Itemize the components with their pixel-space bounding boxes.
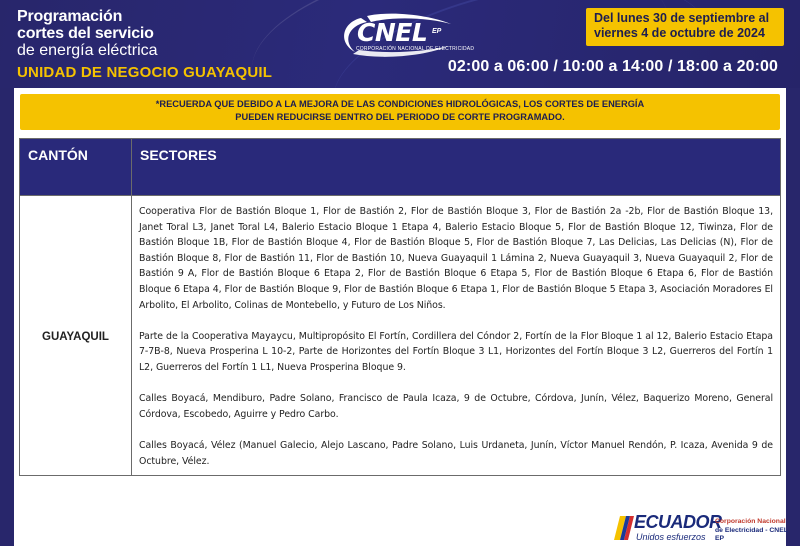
- business-unit-name: UNIDAD DE NEGOCIO GUAYAQUIL: [17, 64, 273, 81]
- column-header-sectores: SECTORES: [140, 147, 217, 163]
- column-header-canton: CANTÓN: [28, 147, 88, 163]
- ecuador-tagline: Unidos esfuerzos: [636, 532, 706, 542]
- sectors-cell: [139, 204, 773, 469]
- ecuador-wordmark: ECUADOR: [634, 512, 722, 532]
- sector-paragraph: Calles Boyacá, Vélez (Manuel Galecio, Alejo Lascano, Padre Solano, Luis Urdaneta, Junín, Víctor Manuel Rendón, P. Icaza, Avenida 9 de Octubre, Vélez.: [139, 439, 773, 467]
- corp-line: Corporación Nacional: [715, 518, 786, 525]
- table-header: [20, 139, 780, 195]
- corporation-name: [715, 518, 790, 544]
- corp-line: de Electricidad - CNEL EP: [715, 526, 788, 542]
- title-line: de energía eléctrica: [17, 42, 158, 59]
- row-divider: [20, 195, 780, 196]
- date-range-badge: [586, 8, 784, 46]
- sector-paragraph: Parte de la Cooperativa Mayaycu, Multipropósito El Fortín, Cordillera del Cóndor 2, Fortín de la Flor Bloque 1 al 12, Balerio Estacio Etapa 7-7B-8, Nueva Prosperina L 10-2, Parte de Horizontes del Fortín Bloque 3 L1, Horizontes del Fortín Bloque 3 L2, Guerreros del Fortín 1 L2, Guerreros del Fortín 1 L1, Nueva Prosperina Bloque 9.: [139, 330, 773, 373]
- notice-line: PUEDEN REDUCIRSE DENTRO DEL PERIODO DE CORTE PROGRAMADO.: [235, 112, 565, 122]
- title-line: cortes del servicio: [17, 25, 154, 42]
- header-banner: [0, 0, 800, 88]
- outage-table: [19, 138, 781, 476]
- footer-logo: [612, 512, 787, 546]
- logo-subtitle: CORPORACIÓN NACIONAL DE ELECTRICIDAD: [356, 46, 475, 52]
- title-line: Programación: [17, 8, 123, 25]
- logo-ep: EP: [432, 28, 442, 35]
- page-title: [17, 8, 158, 59]
- date-line: Del lunes 30 de septiembre al: [594, 11, 770, 25]
- date-line: viernes 4 de octubre de 2024: [594, 26, 765, 40]
- sector-paragraph: Cooperativa Flor de Bastión Bloque 1, Flor de Bastión 2, Flor de Bastión Bloque 3, Flor de Bastión 2a -2b, Flor de Bastión Bloque 13, Janet Toral L3, Janet Toral L4, Balerio Estacio Bloque 1 Etapa 4, Balerio Estacio Bloque 5, Flor de Bastión Bloque 12, Tiwinza, Flor de Bastión Bloque 1B, Flor de Bastión Bloque 4, Flor de Bastión Bloque 5, Flor de Bastión Bloque 7, Las Delicias, Las Delicias (N), Flor de Bastión Bloque 8, Flor de Bastión 11, Flor de Bastión 10, Nueva Guayaquil 1 Lámina 2, Nueva Guayaquil 3, Nueva Guayaquil 2, Flor de Bastión 9 A, Flor de Bastión Bloque 6 Etapa 2, Flor de Bastión Bloque 6 Etapa 5, Flor de Bastión Bloque 6 Etapa 6, Flor de Bastión Bloque 6 Etapa 4, Flor de Bastión Bloque 9, Flor de Bastión Bloque 6 Etapa 1, Flor de Bastión Bloque 5 Etapa 3, Asociación Moradores El Arbolito, El Arbolito, Colinas de Montebello, y Futuro de Los Niños.: [139, 206, 773, 311]
- logo-text: CNEL: [357, 18, 428, 47]
- schedule-times: 02:00 a 06:00 / 10:00 a 14:00 / 18:00 a 20:00: [447, 58, 778, 75]
- notice-banner: [20, 94, 780, 130]
- notice-line: *RECUERDA QUE DEBIDO A LA MEJORA DE LAS CONDICIONES HIDROLÓGICAS, LOS CORTES DE ENERGÍA: [155, 99, 645, 109]
- canton-cell: GUAYAQUIL: [42, 331, 109, 343]
- column-divider: [131, 139, 132, 475]
- sector-paragraph: Calles Boyacá, Mendiburo, Padre Solano, Francisco de Paula Icaza, 9 de Octubre, Córdova, Junín, Vélez, Baquerizo Moreno, General Córdova, Escobedo, Aguirre y Pedro Carbo.: [139, 393, 773, 420]
